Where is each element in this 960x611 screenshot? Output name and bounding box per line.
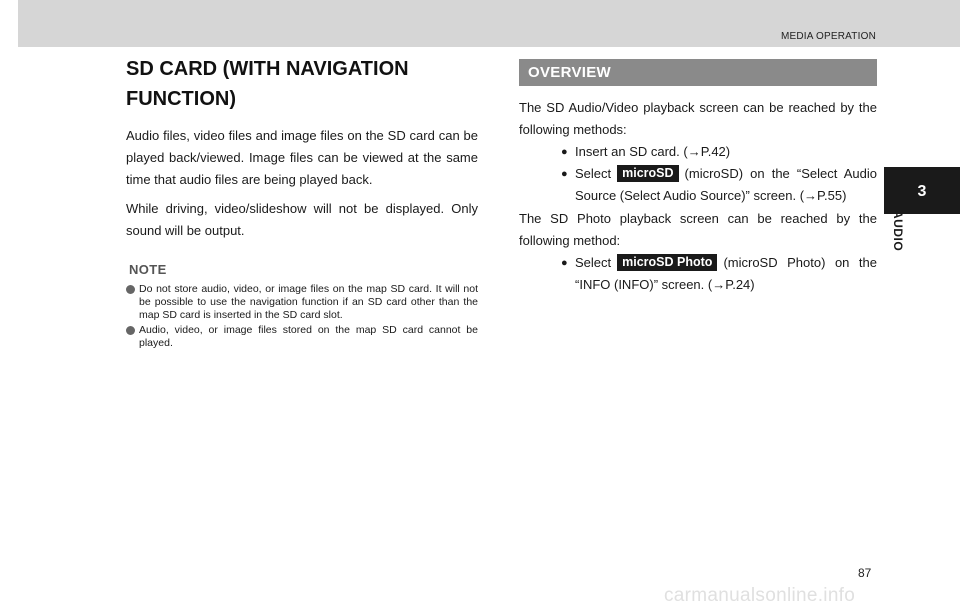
photo-paragraph: The SD Photo playback screen can be reached by the following method: bbox=[519, 211, 877, 248]
bullet-prefix: Select bbox=[575, 255, 612, 270]
overview-paragraph: The SD Audio/Video playback screen can be reached by the following methods: bbox=[519, 100, 877, 137]
bullet-suffix: (microSD Photo) on the “INFO (INFO)” screen. (→P.24) bbox=[575, 255, 877, 292]
right-column bbox=[519, 59, 877, 296]
bullet-text: Insert an SD card. (→P.42) bbox=[575, 144, 731, 159]
note-title: NOTE bbox=[129, 262, 167, 277]
bullet-icon: ● bbox=[561, 146, 568, 158]
page-number: 87 bbox=[858, 566, 872, 580]
driving-paragraph: While driving, video/slideshow will not be displayed. Only sound will be output. bbox=[126, 201, 478, 238]
bullet-icon bbox=[126, 326, 135, 335]
chapter-label: AUDIO bbox=[891, 210, 905, 252]
section-header: MEDIA OPERATION bbox=[780, 31, 876, 42]
bullet-icon bbox=[126, 285, 135, 294]
note-item bbox=[126, 324, 478, 350]
note-list bbox=[126, 283, 478, 350]
bullet-icon: ● bbox=[561, 168, 568, 180]
bullet-prefix: Select bbox=[575, 166, 612, 181]
microsd-photo-button[interactable]: microSD Photo bbox=[617, 254, 717, 271]
bullet-icon: ● bbox=[561, 257, 568, 269]
chapter-tab bbox=[884, 167, 960, 214]
section-title: OVERVIEW bbox=[519, 59, 877, 86]
note-item-text: Do not store audio, video, or image files on the map SD card. It will not be possible to use the navigation function if an SD card other than the map SD card is inserted in the SD card slot. bbox=[139, 283, 478, 321]
left-column bbox=[126, 54, 478, 352]
method-bullet bbox=[519, 163, 877, 207]
page-title: SD CARD (WITH NAVIGATION FUNCTION) bbox=[126, 58, 409, 110]
bullet-suffix: (microSD) on the “Select Audio Source (Select Audio Source)” screen. (→P.55) bbox=[575, 166, 877, 203]
microsd-button[interactable]: microSD bbox=[617, 165, 678, 182]
note-item-text: Audio, video, or image files stored on the map SD card cannot be played. bbox=[139, 324, 478, 349]
chapter-number: 3 bbox=[917, 183, 927, 200]
watermark: carmanualsonline.info bbox=[664, 585, 856, 606]
note-item bbox=[126, 283, 478, 322]
intro-paragraph: Audio files, video files and image files on the SD card can be played back/viewed. Image files can be viewed at the same time that audio files are being played back. bbox=[126, 128, 478, 187]
method-bullet bbox=[519, 252, 877, 296]
method-bullet bbox=[519, 141, 877, 163]
